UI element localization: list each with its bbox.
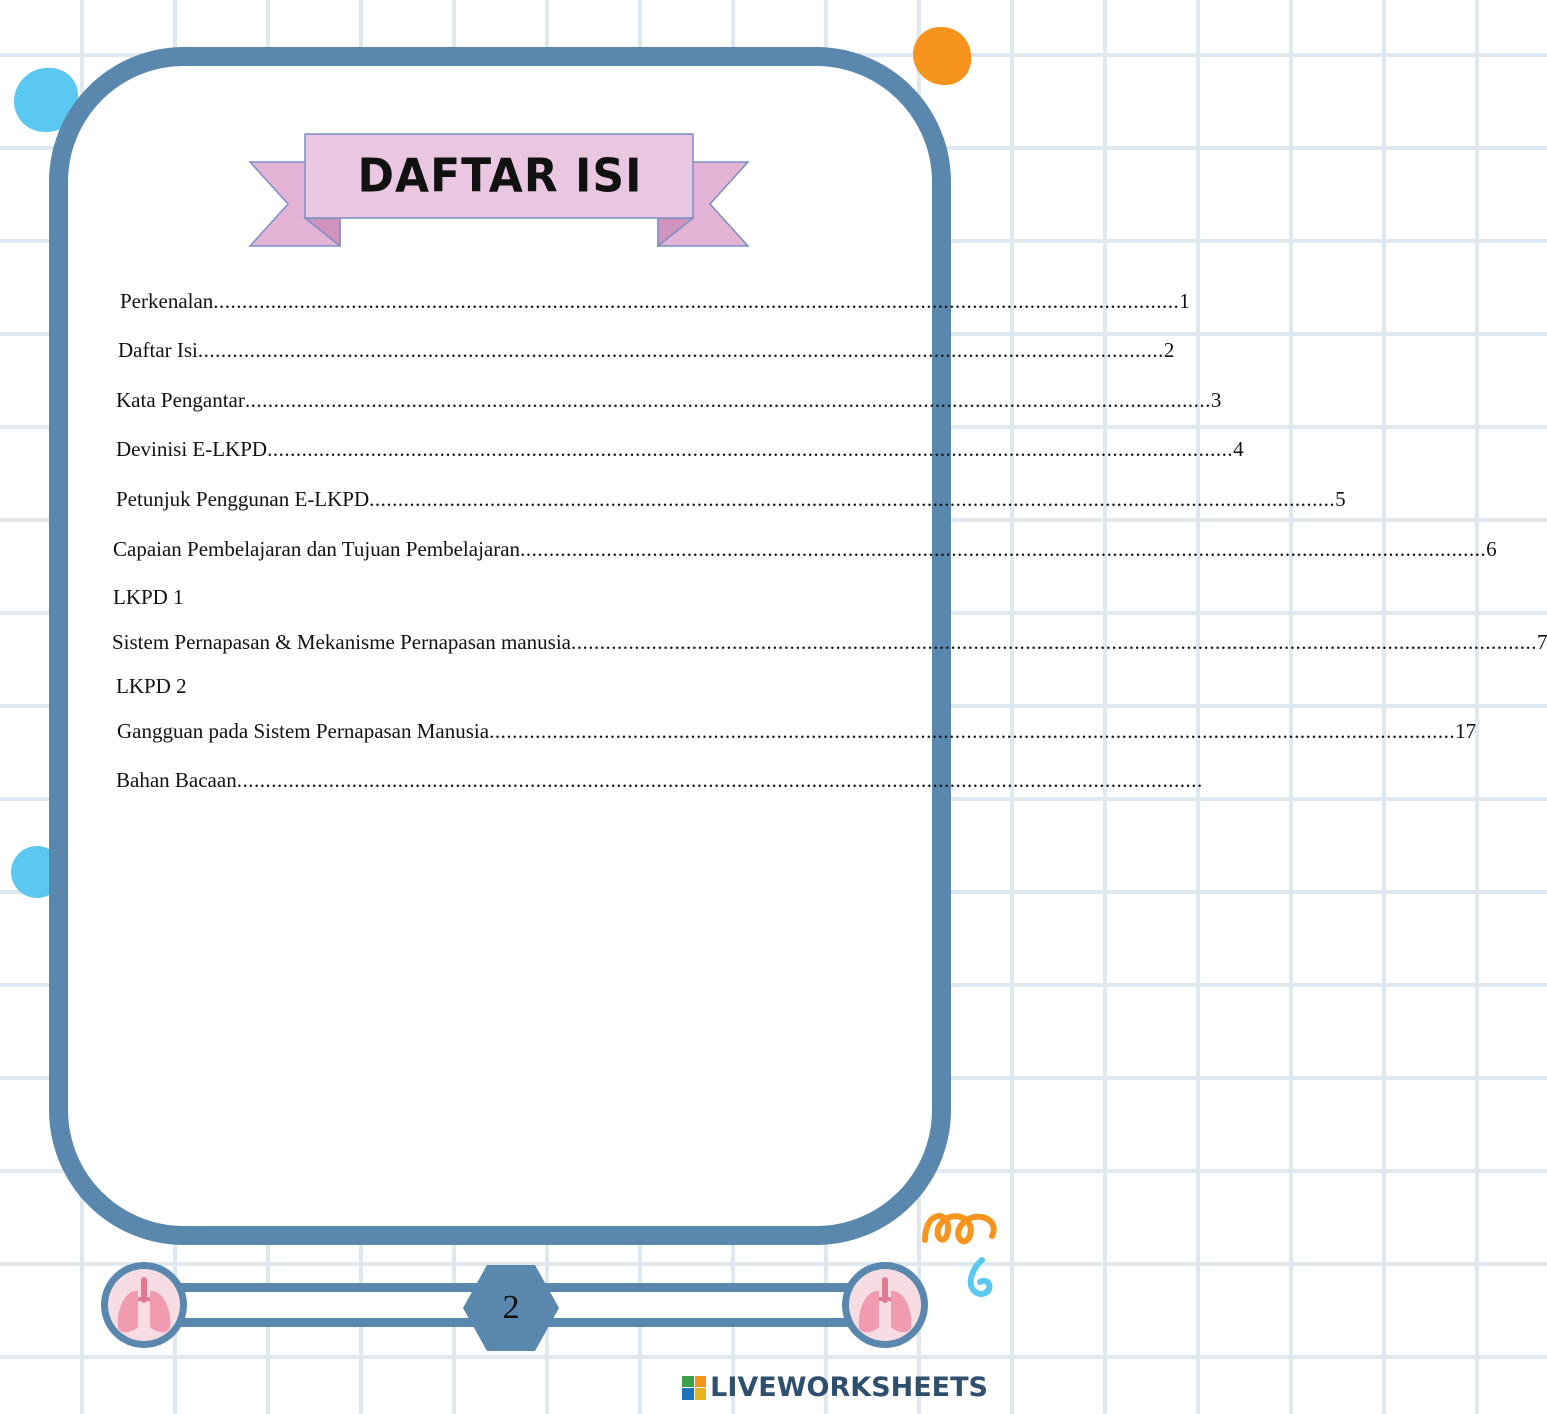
- toc-label: Gangguan pada Sistem Pernapasan Manusia: [117, 719, 490, 743]
- toc-leader: ........................................................................................................................................................................: [236, 768, 1203, 792]
- toc-leader: ........................................................................................................................................................................: [267, 437, 1234, 461]
- toc-label: Capaian Pembelajaran dan Tujuan Pembelajaran: [113, 537, 521, 561]
- toc-leader: ........................................................................................................................................................................: [197, 338, 1164, 362]
- toc-leader: ........................................................................................................................................................................: [213, 289, 1180, 313]
- toc-entry: [116, 487, 1346, 512]
- toc-entry: [116, 437, 1244, 462]
- orange-blob-top-right: [913, 27, 971, 85]
- page-title: DAFTAR ISI: [357, 149, 643, 203]
- footer-left-badge: [101, 1262, 187, 1348]
- toc-page: 1: [1179, 289, 1190, 313]
- toc-label: Sistem Pernapasan & Mekanisme Pernapasan manusia: [112, 630, 571, 654]
- toc-label: Kata Pengantar: [116, 388, 245, 412]
- toc-leader: ........................................................................................................................................................................: [244, 388, 1211, 412]
- toc-page: 7: [1536, 630, 1547, 654]
- toc-entry: [112, 630, 1547, 655]
- watermark-text: LIVEWORKSHEETS: [710, 1372, 988, 1403]
- toc-label: Daftar Isi: [118, 338, 198, 362]
- toc-label: Devinisi E-LKPD: [116, 437, 268, 461]
- toc-label: Petunjuk Penggunan E-LKPD: [116, 487, 370, 511]
- toc-section-heading: LKPD 2: [116, 674, 187, 698]
- toc-entry: [117, 719, 1477, 744]
- toc-label: Perkenalan: [120, 289, 214, 313]
- toc-page: 17: [1455, 719, 1477, 743]
- page-number: 2: [502, 1289, 520, 1326]
- toc-entry: [116, 768, 1203, 793]
- toc-leader: ........................................................................................................................................................................: [489, 719, 1456, 743]
- toc-leader: ........................................................................................................................................................................: [570, 630, 1537, 654]
- liveworksheets-logo-icon: [682, 1376, 706, 1400]
- orange-squiggle-decoration: [920, 1190, 1000, 1310]
- toc-entry: [120, 289, 1190, 314]
- toc-entry: [116, 388, 1222, 413]
- toc-page: 6: [1486, 537, 1497, 561]
- toc-entry: [113, 537, 1497, 562]
- toc-label: Bahan Bacaan: [116, 768, 237, 792]
- lungs-icon: [849, 1269, 921, 1341]
- toc-leader: ........................................................................................................................................................................: [520, 537, 1487, 561]
- toc-page: 4: [1233, 437, 1244, 461]
- footer-right-badge: [842, 1262, 928, 1348]
- lungs-icon: [108, 1269, 180, 1341]
- liveworksheets-watermark[interactable]: [682, 1372, 988, 1403]
- toc-leader: ........................................................................................................................................................................: [369, 487, 1336, 511]
- toc-section-heading: LKPD 1: [113, 585, 184, 609]
- toc-page: 3: [1210, 388, 1222, 412]
- toc-page: 2: [1163, 338, 1175, 362]
- toc-page: 5: [1335, 487, 1346, 511]
- toc-entry: [118, 338, 1175, 363]
